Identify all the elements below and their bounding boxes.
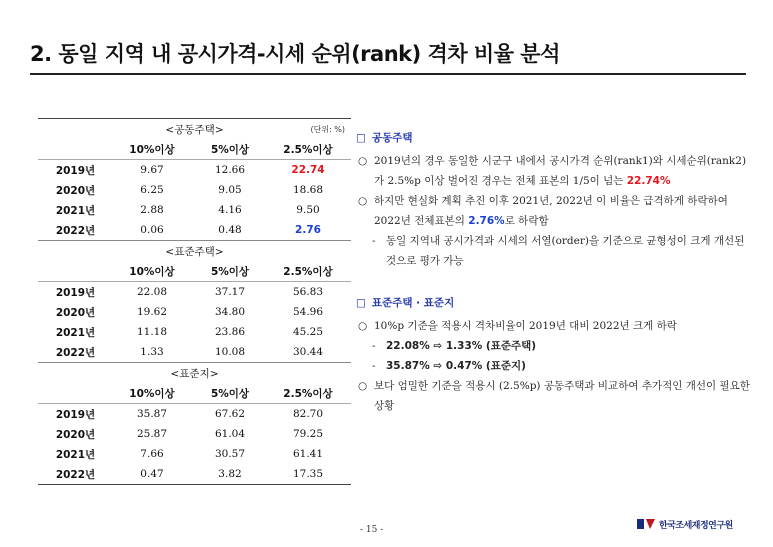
section-caption: <공동주택> xyxy=(165,124,224,136)
page-title: 2. 동일 지역 내 공시가격-시세 순위(rank) 격차 비율 분석 xyxy=(30,42,560,66)
year-cell: 2021년 xyxy=(55,326,96,339)
unit-label: (단위: %) xyxy=(310,125,345,134)
value-cell: 12.66 xyxy=(214,164,246,176)
section-caption-row xyxy=(38,240,351,261)
year-cell: 2022년 xyxy=(55,468,96,481)
table-row xyxy=(38,200,351,220)
value-cell: 6.25 xyxy=(140,184,164,196)
logo-text: 한국조세재정연구원 xyxy=(659,520,733,531)
col-header: 5%이상 xyxy=(210,143,250,156)
value-cell: 25.87 xyxy=(136,428,168,440)
bullet-paragraph xyxy=(356,316,756,336)
value-cell: 35.87 xyxy=(136,408,168,420)
dash-bullet-icon: - xyxy=(372,360,376,372)
table-row xyxy=(38,220,351,240)
value-cell: 56.83 xyxy=(292,286,324,298)
year-cell: 2019년 xyxy=(55,408,96,421)
value-cell: 11.18 xyxy=(136,326,168,338)
section-title: 공동주택 xyxy=(371,132,413,144)
value-cell: 2.88 xyxy=(140,204,164,216)
column-header-row xyxy=(38,383,351,404)
institute-logo-icon xyxy=(636,516,656,532)
col-header: 5%이상 xyxy=(210,387,250,400)
dash-item xyxy=(356,356,756,376)
section-title: 표준주택 · 표준지 xyxy=(371,297,455,309)
value-cell: 82.70 xyxy=(292,408,324,420)
col-header: 5%이상 xyxy=(210,265,250,278)
column-header-row xyxy=(38,261,351,282)
dash-item-text: 22.08% ⇨ 1.33% (표준주택) xyxy=(386,340,537,352)
table-row xyxy=(38,302,351,322)
table-row xyxy=(38,342,351,362)
table-row xyxy=(38,160,351,180)
value-cell: 23.86 xyxy=(214,326,246,338)
column-header-row xyxy=(38,139,351,160)
section-caption: <표준지> xyxy=(170,368,219,380)
paragraph-text: 로 하락함 xyxy=(504,215,549,227)
value-cell: 30.57 xyxy=(214,448,246,460)
table-row xyxy=(38,180,351,200)
title-underline xyxy=(30,73,746,75)
dash-bullet-icon: - xyxy=(372,235,376,247)
highlight-value: 22.74% xyxy=(626,175,671,187)
value-cell: 30.44 xyxy=(292,346,324,358)
section-caption-row xyxy=(38,119,351,139)
year-cell: 2022년 xyxy=(55,224,96,237)
value-cell: 61.04 xyxy=(214,428,246,440)
value-cell: 61.41 xyxy=(292,448,324,460)
paragraph-text: 하지만 현실화 계획 추진 이후 2021년, 2022년 이 비율은 급격하게 하락하여 2022년 전체표본의 xyxy=(374,195,728,227)
col-header: 2.5%이상 xyxy=(283,143,333,156)
value-cell: 45.25 xyxy=(292,326,324,338)
year-cell: 2021년 xyxy=(55,448,96,461)
table-row xyxy=(38,322,351,342)
dash-item-text: 동일 지역내 공시가격과 시세의 서열(order)을 기준으로 균형성이 크게 개선된 것으로 평가 가능 xyxy=(386,235,745,267)
value-cell: 9.50 xyxy=(296,204,320,216)
value-cell-highlight: 2.76 xyxy=(295,224,321,236)
value-cell: 22.08 xyxy=(136,286,168,298)
dash-item xyxy=(356,231,756,271)
value-cell: 10.08 xyxy=(214,346,246,358)
section-header-standard xyxy=(356,295,756,310)
dash-item xyxy=(356,336,756,356)
dash-bullet-icon: - xyxy=(372,340,376,352)
col-header: 10%이상 xyxy=(129,265,175,278)
page-number: - 15 - xyxy=(360,525,384,535)
year-cell: 2021년 xyxy=(55,204,96,217)
value-cell: 7.66 xyxy=(140,448,164,460)
table-row xyxy=(38,282,351,302)
dash-item-text: 35.87% ⇨ 0.47% (표준지) xyxy=(386,360,526,372)
value-cell: 0.48 xyxy=(218,224,242,236)
value-cell: 17.35 xyxy=(292,468,324,480)
value-cell: 9.05 xyxy=(218,184,242,196)
bullet-paragraph xyxy=(356,376,756,416)
value-cell: 19.62 xyxy=(136,306,168,318)
ratio-table xyxy=(38,118,351,485)
value-cell: 18.68 xyxy=(292,184,324,196)
year-cell: 2020년 xyxy=(55,306,96,319)
circle-bullet-icon: ○ xyxy=(358,195,368,207)
table-row xyxy=(38,404,351,424)
table-row xyxy=(38,464,351,484)
section-header-apartment xyxy=(356,130,756,145)
bullet-paragraph xyxy=(356,151,756,191)
value-cell: 0.06 xyxy=(140,224,164,236)
checkbox-square-icon: □ xyxy=(356,131,366,144)
paragraph-text: 2019년의 경우 동일한 시군구 내에서 공시가격 순위(rank1)와 시세순위(rank2)가 2.5%p 이상 벌어진 경우는 전체 표본의 1/5이 넘는 xyxy=(374,155,747,187)
value-cell: 9.67 xyxy=(140,164,164,176)
paragraph-text: 보다 엄밀한 기준을 적용시 (2.5%p) 공동주택과 비교하여 추가적인 개선이 필요한 상황 xyxy=(374,380,750,412)
paragraph-text: 10%p 기준을 적용시 격차비율이 2019년 대비 2022년 크게 하락 xyxy=(374,320,677,332)
highlight-value: 2.76% xyxy=(468,215,505,227)
value-cell: 0.47 xyxy=(140,468,164,480)
value-cell: 54.96 xyxy=(292,306,324,318)
year-cell: 2022년 xyxy=(55,346,96,359)
year-cell: 2019년 xyxy=(55,164,96,177)
col-header: 2.5%이상 xyxy=(283,265,333,278)
circle-bullet-icon: ○ xyxy=(358,320,368,332)
value-cell: 79.25 xyxy=(292,428,324,440)
table-row xyxy=(38,424,351,444)
table-row xyxy=(38,444,351,464)
year-cell: 2020년 xyxy=(55,428,96,441)
bullet-paragraph xyxy=(356,191,756,231)
value-cell: 37.17 xyxy=(214,286,246,298)
col-header: 10%이상 xyxy=(129,387,175,400)
checkbox-square-icon: □ xyxy=(356,296,366,309)
year-cell: 2019년 xyxy=(55,286,96,299)
value-cell: 3.82 xyxy=(218,468,242,480)
circle-bullet-icon: ○ xyxy=(358,380,368,392)
value-cell: 1.33 xyxy=(140,346,164,358)
value-cell-highlight: 22.74 xyxy=(291,164,325,176)
institute-logo xyxy=(636,516,733,532)
value-cell: 34.80 xyxy=(214,306,246,318)
value-cell: 4.16 xyxy=(218,204,242,216)
circle-bullet-icon: ○ xyxy=(358,155,368,167)
section-caption-row xyxy=(38,362,351,383)
section-caption: <표준주택> xyxy=(165,246,224,258)
col-header: 10%이상 xyxy=(129,143,175,156)
col-header: 2.5%이상 xyxy=(283,387,333,400)
value-cell: 67.62 xyxy=(214,408,246,420)
year-cell: 2020년 xyxy=(55,184,96,197)
analysis-text xyxy=(356,130,756,416)
